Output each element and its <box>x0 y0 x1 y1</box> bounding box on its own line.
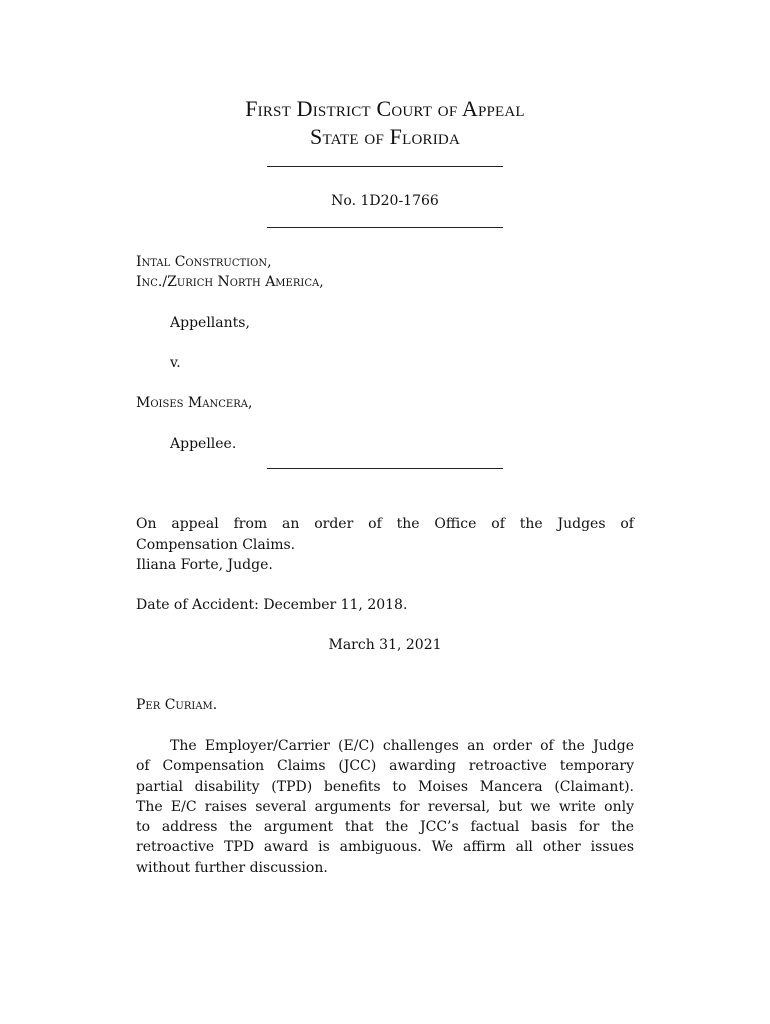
separator-rule <box>267 468 503 469</box>
per-curiam-heading: Per Curiam. <box>136 697 218 713</box>
court-state: State of Florida <box>310 124 460 149</box>
appeal-from-line-1: On appeal from an order of the Office of the Judges of <box>136 516 634 532</box>
appellant-name-line-2: Inc./Zurich North America, <box>136 274 324 290</box>
separator-rule <box>267 166 503 167</box>
opinion-line: of Compensation Claims (JCC) awarding retroactive temporary <box>136 758 634 775</box>
appellee-name: Moises Mancera, <box>136 395 253 411</box>
opinion-line: The Employer/Carrier (E/C) challenges an order of the Judge <box>170 738 634 754</box>
opinion-line: retroactive TPD award is ambiguous. We affirm all other issues <box>136 839 634 856</box>
appeal-from-line-2: Compensation Claims. <box>136 537 296 553</box>
appellee-role: Appellee. <box>170 436 237 452</box>
decision-date: March 31, 2021 <box>328 637 442 653</box>
appellants-role: Appellants, <box>170 315 250 331</box>
opinion-line: partial disability (TPD) benefits to Moises Mancera (Claimant). <box>136 778 634 795</box>
opinion-line: The E/C raises several arguments for reversal, but we write only <box>136 798 634 815</box>
appellant-name-line-1: Intal Construction, <box>136 254 272 270</box>
separator-rule <box>267 227 503 228</box>
lower-tribunal-judge: Iliana Forte, Judge. <box>136 557 273 573</box>
court-name: First District Court of Appeal <box>245 96 525 121</box>
opinion-line: without further discussion. <box>136 859 328 876</box>
date-of-accident: Date of Accident: December 11, 2018. <box>136 597 408 613</box>
opinion-paragraph <box>136 736 634 878</box>
opinion-line: to address the argument that the JCC’s factual basis for the <box>136 819 634 836</box>
versus-label: v. <box>170 355 181 371</box>
docket-number: No. 1D20-1766 <box>331 193 439 209</box>
